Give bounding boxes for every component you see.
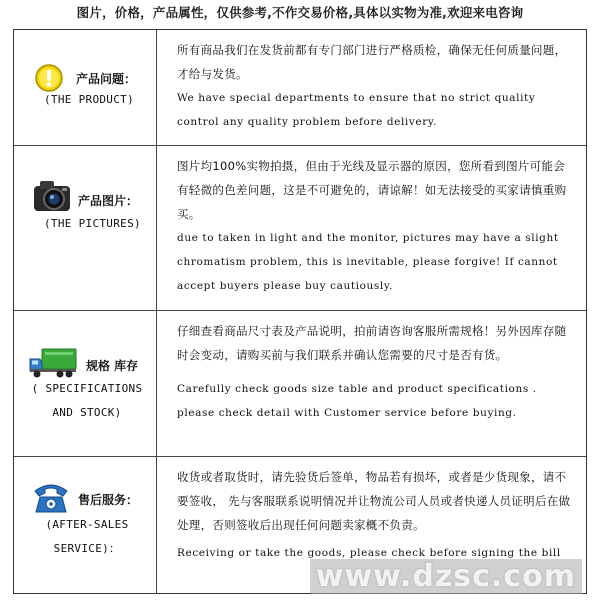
row-label-cell (14, 457, 157, 593)
label-pictures-cn: 产品图片： (78, 194, 139, 208)
row-label-cell (14, 30, 157, 145)
after-sales-cn-text: 收货或者取货时，请先验货后签单，物品若有损坏，或者是少货现象，请不要签收， 先与客服联系说明情况并让物流公司人员或者快递人员证明后在做处理，否则签收后出现任何问题卖家概不负责。 (177, 470, 571, 532)
telephone-icon (32, 481, 70, 515)
camera-icon (32, 178, 72, 214)
label-specifications-cn: 规格 库存 (86, 359, 139, 373)
row-content-cell (157, 146, 586, 310)
product-en-text: We have special departments to ensure that no strict quality control any quality problem before delivery. (177, 92, 540, 128)
label-specifications-en: ( SPECIFICATIONS AND STOCK) (31, 382, 143, 419)
label-after-sales-en: (AFTER-SALES SERVICE)： (45, 518, 129, 555)
table-row-pictures (14, 146, 586, 311)
table-row-specifications (14, 311, 586, 457)
row-content-cell (157, 311, 586, 456)
after-sales-en-text: Receiving or take the goods, please check before signing the bill (177, 547, 561, 559)
watermark: www.dzsc.com (310, 559, 582, 594)
label-after-sales-cn: 售后服务： (78, 493, 139, 507)
specifications-cn-text: 仔细查看商品尺寸表及产品说明，拍前请咨询客服所需规格！另外因库存随时会变动，请购买前与我们联系并确认您需要的尺寸是否有货。 (177, 324, 567, 362)
delivery-truck-icon (28, 347, 78, 379)
row-label-cell (14, 146, 157, 310)
pictures-cn-text: 图片均100%实物拍摄，但由于光线及显示器的原因，您所看到图片可能会有轻微的色差问题，这是不可避免的，请谅解！如无法接受的买家请慎重购买。 (177, 159, 567, 221)
product-cn-text: 所有商品我们在发货前都有专门部门进行严格质检，确保无任何质量问题，才给与发货。 (177, 43, 567, 81)
row-content-cell (157, 30, 586, 145)
info-table (13, 29, 587, 594)
pictures-en-text: due to taken in light and the monitor, pictures may have a slight chromatism problem, this is inevitable, please forgive! If cannot accept buyers please buy cautiously. (177, 232, 563, 292)
label-product-en: (THE PRODUCT) (44, 93, 134, 106)
table-row-product (14, 30, 586, 146)
label-product-cn: 产品问题： (76, 72, 137, 86)
row-label-cell (14, 311, 157, 456)
label-pictures-en: (THE PICTURES) (44, 217, 141, 230)
page-title: 图片，价格，产品属性，仅供参考,不作交易价格,具体以实物为准,欢迎来电咨询 (76, 5, 524, 20)
specifications-en-text: Carefully check goods size table and product specifications . please check detail with Customer service before buying. (177, 383, 541, 419)
